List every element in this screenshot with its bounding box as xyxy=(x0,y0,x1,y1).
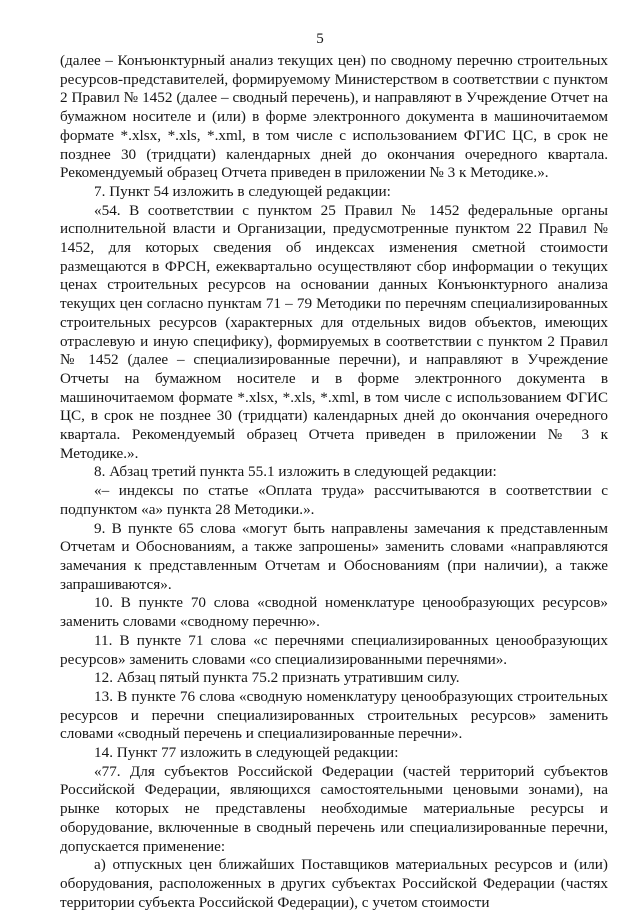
paragraph-item-7: 7. Пункт 54 изложить в следующей редакции: xyxy=(94,182,391,200)
paragraph-item-8: 8. Абзац третий пункта 55.1 изложить в следующей редакции: xyxy=(94,463,497,481)
paragraph-item-9: 9. В пункте 65 слова «могут быть направлены замечания к представленным Отчетам и Обоснованиям, а также запрошены» заменить словами «направляются замечания к представленным Отчетам и Обоснованиям (при наличии), а также запрашиваются». xyxy=(60,519,608,593)
paragraph-item-10: 10. В пункте 70 слова «сводной номенклатуре ценообразующих ресурсов» заменить словами «сводному перечню». xyxy=(60,594,608,631)
paragraph-subitem-a: а) отпускных цен ближайших Поставщиков материальных ресурсов и (или) оборудования, расположенных в других субъектах Российской Федерации (частях территории субъекта Российской Федерации), с учетом стоимости xyxy=(60,856,608,911)
page-number: 5 xyxy=(316,31,324,47)
document-body xyxy=(60,52,608,912)
paragraph-labor-index: «– индексы по статье «Оплата труда» рассчитываются в соответствии с подпунктом «а» пункта 28 Методики.». xyxy=(60,482,608,518)
paragraph-clause-54: «54. В соответствии с пунктом 25 Правил № 1452 федеральные органы исполнительной власти и Организации, предусмотренные пунктом 22 Правил № 1452, для которых сведения об индексах изменения сметной стоимости размещаются в ФРСН, ежеквартально осуществляют сбор информации о текущих ценах строительных ресурсов на основании данных Конъюнктурного анализа текущих цен согласно пунктам 71 – 79 Методики по перечням специализированных строительных ресурсов (характерных для отдельных видов объектов, имеющих отраслевую и иную специфику), формируемых в соответствии с пунктом 2 Правил № 1452 (далее – специализированные перечни), и направляют в Учреждение Отчеты на бумажном носителе и в форме электронного документа в машиночитаемом формате *.xlsx, *.xls, *.xml, в том числе с использованием ФГИС ЦС, в срок не позднее 30 (тридцати) календарных дней до окончания очередного квартала. Рекомендуемый образец Отчета приведен в приложении № 3 к Методике.». xyxy=(60,201,608,462)
paragraph-item-12: 12. Абзац пятый пункта 75.2 признать утратившим силу. xyxy=(94,669,460,687)
paragraph-clause-77: «77. Для субъектов Российской Федерации (частей территорий субъектов Российской Федерации, являющихся самостоятельными ценовыми зонами), на рынке которых не представлены необходимые материальные ресурсы и оборудование, включенные в сводный перечень или специализированные перечни, допускается применение: xyxy=(60,762,608,855)
paragraph-item-14: 14. Пункт 77 изложить в следующей редакции: xyxy=(94,744,399,762)
paragraph-item-13: 13. В пункте 76 слова «сводную номенклатуру ценообразующих строительных ресурсов и перечни специализированных строительных ресурсов» заменить словами «сводный перечень и специализированные перечни». xyxy=(60,687,608,743)
paragraph-item-11: 11. В пункте 71 слова «с перечнями специализированных ценообразующих ресурсов» заменить словами «со специализированными перечнями». xyxy=(60,631,608,668)
paragraph-continuation: (далее – Конъюнктурный анализ текущих цен) по сводному перечню строительных ресурсов-представителей, формируемому Министерством в соответствии с пунктом 2 Правил № 1452 (далее – сводный перечень), и направляют в Учреждение Отчет на бумажном носителе и (или) в форме электронного документа в машиночитаемом формате *.xlsx, *.xls, *.xml, в том числе с использованием ФГИС ЦС, в срок не позднее 30 (тридцати) календарных дней до окончания очередного квартала. Рекомендуемый образец Отчета приведен в приложении № 3 к Методике.». xyxy=(60,52,608,182)
